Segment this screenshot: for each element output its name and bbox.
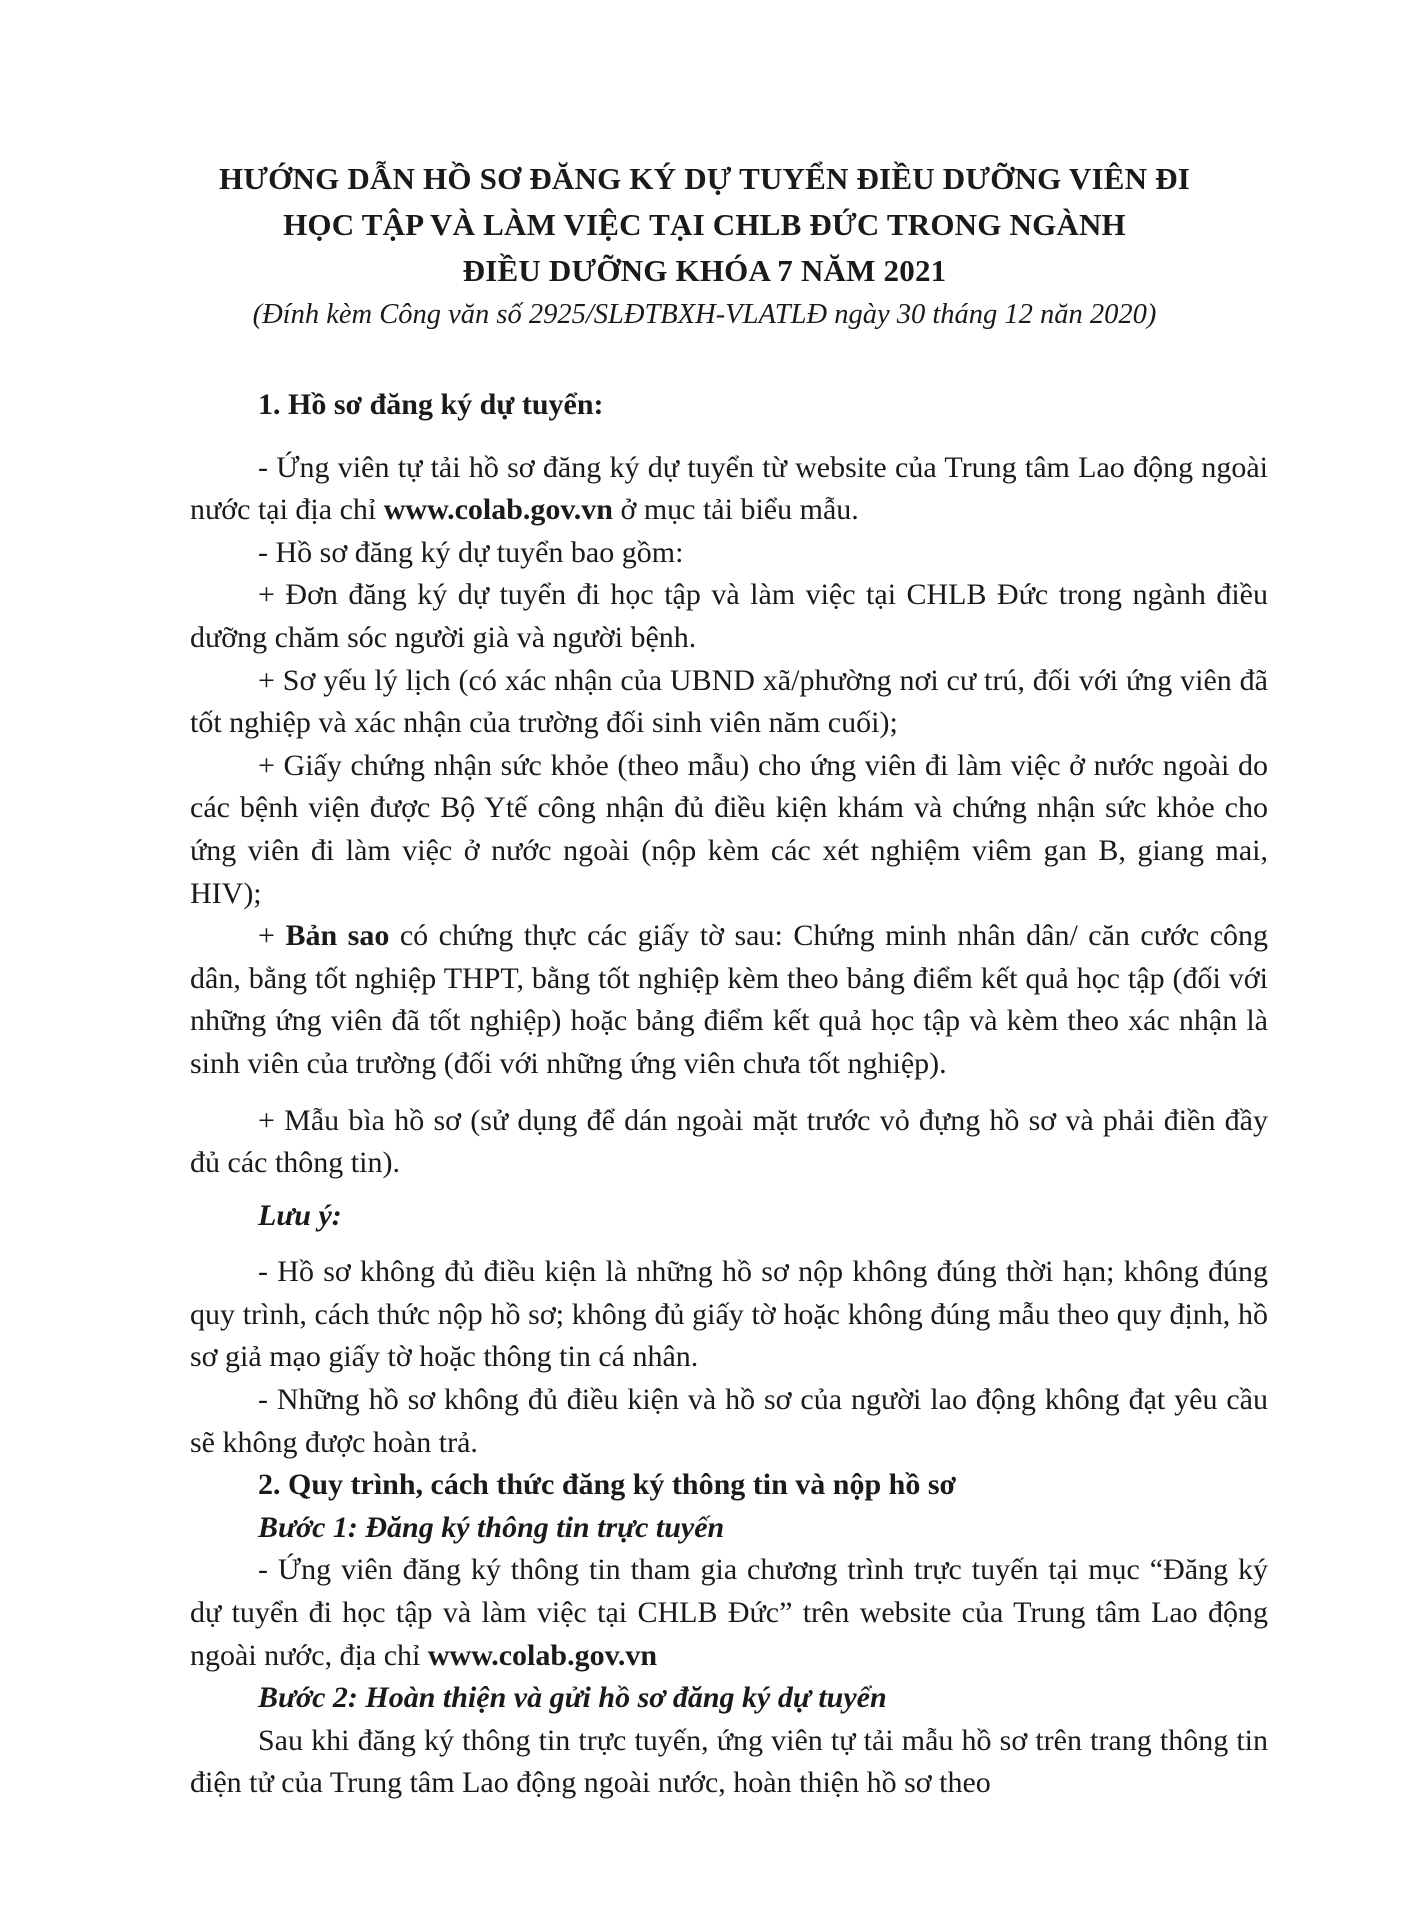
list-item-certified-copies [190,915,1268,1085]
download-text: - Ứng viên tự tải hồ sơ đăng ký dự tuyển từ website của Trung tâm Lao động ngoài nước tại địa chỉ [190,450,1268,527]
list-item-cover-sheet: + Mẫu bìa hồ sơ (sử dụng để dán ngoài mặt trước vỏ đựng hồ sơ và phải điền đầy đủ các thông tin). [190,1103,1268,1180]
website-link: www.colab.gov.vn [383,493,613,527]
document-title-block [150,156,1259,336]
section-1-paragraph-download [190,447,1268,532]
document-title-line-1: HƯỚNG DẪN HỒ SƠ ĐĂNG KÝ DỰ TUYỂN ĐIỀU DƯỠNG VIÊN ĐI [219,161,1190,196]
document-subtitle: (Đính kèm Công văn số 2925/SLĐTBXH-VLATLĐ ngày 30 tháng 12 năn 2020) [252,299,1157,330]
section-1-heading: 1. Hồ sơ đăng ký dự tuyển: [258,388,604,421]
step-1-text: - Ứng viên đăng ký thông tin tham gia chương trình trực tuyến tại mục “Đăng ký dự tuyển đi học tập và làm việc tại CHLB Đức” trên website của Trung tâm Lao động ngoài nước, địa chỉ [190,1553,1268,1672]
note-invalid-dossier: - Hồ sơ không đủ điều kiện là những hồ sơ nộp không đúng thời hạn; không đúng quy trình, cách thức nộp hồ sơ; không đủ giấy tờ hoặc không đúng mẫu theo quy định, hồ sơ giả mạo giấy tờ hoặc thông tin cá nhân. [190,1255,1268,1374]
document-title-line-3: ĐIỀU DƯỠNG KHÓA 7 NĂM 2021 [462,253,947,288]
certified-copies-text: có chứng thực các giấy tờ sau: Chứng minh nhân dân/ căn cước công dân, bằng tốt nghiệp THPT, bằng tốt nghiệp kèm theo bảng điểm kết quả học tập (đối với những ứng viên đã tốt nghiệp) hoặc bảng điểm kết quả học tập và kèm theo xác nhận là sinh viên của trường (đối với những ứng viên chưa tốt nghiệp). [190,919,1269,1080]
step-1-paragraph [190,1549,1268,1677]
note-heading: Lưu ý: [258,1198,342,1232]
certified-copies-bold: Bản sao [285,919,390,953]
list-item-application-form: + Đơn đăng ký dự tuyển đi học tập và làm việc tại CHLB Đức trong ngành điều dưỡng chăm sóc người già và người bệnh. [190,578,1268,654]
section-1-paragraph-includes: - Hồ sơ đăng ký dự tuyển bao gồm: [258,535,684,569]
step-1-website-link: www.colab.gov.vn [427,1638,658,1672]
download-text-tail: ở mục tải biểu mẫu. [612,493,859,527]
list-item-resume: + Sơ yếu lý lịch (có xác nhận của UBND xã/phường nơi cư trú, đối với ứng viên đã tốt nghiệp và xác nhận của trường đối sinh viên năm cuối); [190,663,1268,740]
step-2-paragraph: Sau khi đăng ký thông tin trực tuyến, ứng viên tự tải mẫu hồ sơ trên trang thông tin điện tử của Trung tâm Lao động ngoài nước, hoàn thiện hồ sơ theo [190,1723,1268,1800]
note-no-return: - Những hồ sơ không đủ điều kiện và hồ sơ của người lao động không đạt yêu cầu sẽ không được hoàn trả. [190,1383,1268,1459]
step-1-heading: Bước 1: Đăng ký thông tin trực tuyến [258,1510,725,1544]
section-2-heading: 2. Quy trình, cách thức đăng ký thông tin và nộp hồ sơ [258,1468,957,1502]
document-title-line-2: HỌC TẬP VÀ LÀM VIỆC TẠI CHLB ĐỨC TRONG NGÀNH [283,207,1126,242]
certified-copies-prefix: + [258,919,286,953]
list-item-health-certificate: + Giấy chứng nhận sức khỏe (theo mẫu) cho ứng viên đi làm việc ở nước ngoài do các bệnh viện được Bộ Ytế công nhận đủ điều kiện khám và chứng nhận sức khỏe cho ứng viên đi làm việc ở nước ngoài (nộp kèm các xét nghiệm viêm gan B, giang mai, HIV); [190,748,1268,910]
step-2-heading: Bước 2: Hoàn thiện và gửi hồ sơ đăng ký dự tuyển [258,1681,887,1715]
document-body [190,384,1268,1805]
